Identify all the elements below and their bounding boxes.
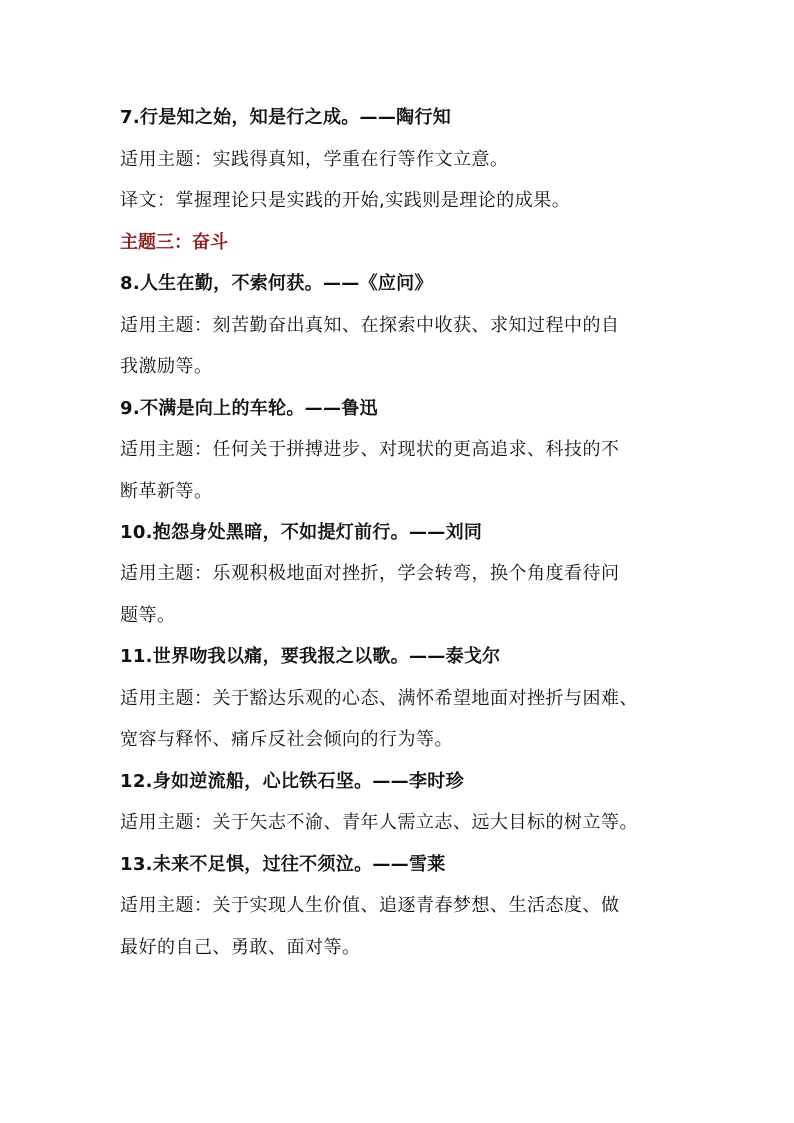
applicable-theme-10-line-1: 适用主题：乐观积极地面对挫折，学会转弯，换个角度看待问 [120, 563, 620, 584]
applicable-theme-13-line-2: 最好的自己、勇敢、面对等。 [120, 937, 361, 958]
applicable-theme-7: 适用主题：实践得真知，学重在行等作文立意。 [120, 149, 509, 170]
quote-heading-13: 13.未来不足惧，过往不须泣。——雪莱 [120, 854, 446, 875]
quote-heading-11: 11.世界吻我以痛，要我报之以歌。——泰戈尔 [120, 646, 501, 667]
applicable-theme-9-line-2: 断革新等。 [120, 481, 213, 502]
quote-heading-8: 8.人生在勤，不索何获。——《应问》 [120, 273, 433, 294]
quote-heading-9: 9.不满是向上的车轮。——鲁迅 [120, 398, 378, 419]
applicable-theme-9-line-1: 适用主题：任何关于拼搏进步、对现状的更高追求、科技的不 [120, 439, 620, 460]
translation-7: 译文：掌握理论只是实践的开始,实践则是理论的成果。 [120, 190, 571, 211]
applicable-theme-11-line-1: 适用主题：关于豁达乐观的心态、满怀希望地面对挫折与困难、 [120, 688, 638, 709]
quote-heading-7: 7.行是知之始，知是行之成。——陶行知 [120, 107, 452, 128]
applicable-theme-8-line-2: 我激励等。 [120, 356, 213, 377]
applicable-theme-11-line-2: 宽容与释怀、痛斥反社会倾向的行为等。 [120, 729, 453, 750]
applicable-theme-12: 适用主题：关于矢志不渝、青年人需立志、远大目标的树立等。 [120, 812, 638, 833]
applicable-theme-10-line-2: 题等。 [120, 605, 176, 626]
quote-heading-10: 10.抱怨身处黑暗，不如提灯前行。——刘同 [120, 522, 483, 543]
applicable-theme-13-line-1: 适用主题：关于实现人生价值、追逐青春梦想、生活态度、做 [120, 895, 620, 916]
quote-heading-12: 12.身如逆流船，心比铁石坚。——李时珍 [120, 771, 464, 792]
applicable-theme-8-line-1: 适用主题：刻苦勤奋出真知、在探索中收获、求知过程中的自 [120, 315, 620, 336]
section-title-theme-three: 主题三：奋斗 [120, 232, 228, 253]
